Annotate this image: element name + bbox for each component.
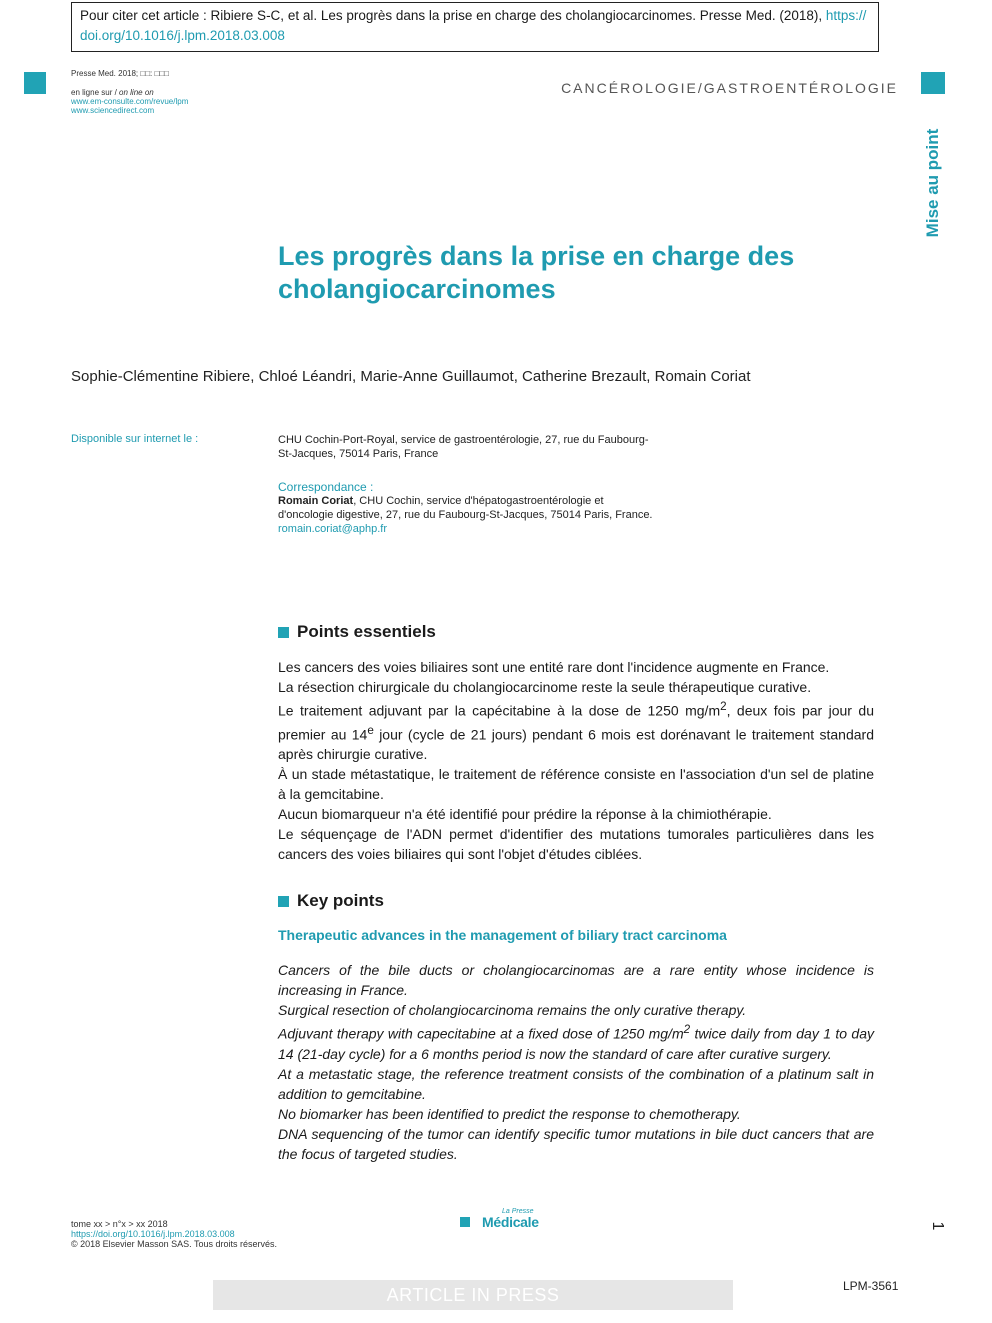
point-fr-3a: Le traitement adjuvant par la capécitabine à la dose de 1250 mg/m — [278, 702, 721, 719]
footer-info — [71, 1219, 277, 1249]
citation-text: Pour citer cet article : Ribiere S-C, et al. Les progrès dans la prise en charge des cholangiocarcinomes. Presse Med. (2018), — [80, 8, 826, 23]
point-fr-5: Aucun biomarqueur n'a été identifié pour prédire la réponse à la chimiothérapie. — [278, 806, 772, 823]
logo-square-icon — [460, 1217, 470, 1227]
article-title: Les progrès dans la prise en charge des cholangiocarcinomes — [278, 241, 795, 304]
points-essentiels-title: Points essentiels — [297, 622, 436, 641]
lpm-code: LPM-3561 — [843, 1279, 899, 1293]
journal-reference: Presse Med. 2018; □□: □□□ — [71, 69, 169, 78]
corner-marker-right — [921, 72, 945, 94]
vertical-label — [921, 118, 945, 248]
key-points-body — [278, 960, 874, 1164]
citation-doi-link-1[interactable]: https:// — [825, 8, 867, 23]
point-en-3b: twice daily from day 1 to day 14 (21-day cycle) for a 6 months period is now the standard of care after curative surgery. — [278, 1025, 874, 1062]
page-number-text: 1 — [929, 1221, 946, 1231]
citation-box — [71, 2, 879, 52]
point-en-3-sup: 2 — [683, 1023, 691, 1036]
point-en-3 — [278, 1020, 874, 1064]
correspondence-email[interactable]: romain.coriat@aphp.fr — [278, 523, 387, 535]
affiliation: CHU Cochin-Port-Royal, service de gastroentérologie, 27, rue du Faubourg-St-Jacques, 75014 Paris, France — [278, 434, 649, 460]
online-availability — [71, 88, 188, 115]
point-fr-2: La résection chirurgicale du cholangiocarcinome reste la seule thérapeutique curative. — [278, 679, 812, 695]
point-fr-3 — [278, 697, 874, 764]
section-label: CANCÉROLOGIE/GASTROENTÉROLOGIE — [561, 80, 898, 96]
correspondence-label: Correspondance : — [278, 480, 374, 494]
author-list: Sophie-Clémentine Ribiere, Chloé Léandri, Marie-Anne Guillaumot, Catherine Brezault, Romain Coriat — [71, 368, 751, 385]
online-italic: on line on — [119, 88, 154, 97]
online-prefix: en ligne sur / — [71, 88, 120, 97]
point-en-1: Cancers of the bile ducts or cholangiocarcinomas are a rare entity whose incidence is increasing in France. — [278, 962, 874, 998]
point-fr-3b: , deux fois par jour du premier au 14 — [278, 702, 874, 743]
journal-logo — [460, 1208, 539, 1229]
url-em-consulte[interactable]: www.em-consulte.com/revue/lpm — [71, 97, 189, 106]
point-fr-6: Le séquençage de l'ADN permet d'identifier des mutations tumorales particulières dans les cancers des voies biliaires qui sont l'objet d'études ciblées. — [278, 826, 874, 863]
points-essentiels-body — [278, 657, 874, 864]
key-points-heading — [278, 891, 384, 911]
citation-doi-link-2[interactable]: doi.org/10.1016/j.lpm.2018.03.008 — [80, 28, 285, 43]
footer-copyright: © 2018 Elsevier Masson SAS. Tous droits réservés. — [71, 1239, 278, 1249]
logo-big-text: Médicale — [482, 1214, 539, 1230]
footer-doi[interactable]: https://doi.org/10.1016/j.lpm.2018.03.008 — [71, 1229, 235, 1239]
point-en-6: DNA sequencing of the tumor can identify specific tumor mutations in bile duct cancers that are the focus of targeted studies. — [278, 1125, 874, 1162]
point-fr-4: À un stade métastatique, le traitement de référence consiste en l'association d'un sel de platine à la gemcitabine. — [278, 766, 874, 803]
correspondence-name: Romain Coriat — [278, 495, 354, 507]
point-fr-3-sup1: 2 — [720, 700, 727, 713]
footer-tome: tome xx > n°x > xx 2018 — [71, 1219, 168, 1229]
key-points-subtitle: Therapeutic advances in the management of biliary tract carcinoma — [278, 927, 727, 943]
points-essentiels-heading — [278, 622, 436, 642]
correspondence-address: , CHU Cochin, service d'hépatogastroentérologie et d'oncologie digestive, 27, rue du Faubourg-St-Jacques, 75014 Paris, France. — [278, 495, 653, 521]
vertical-label-text: Mise au point — [923, 128, 942, 238]
point-fr-3c: jour (cycle de 21 jours) pendant 6 mois est dorénavant le traitement standard après chirurgie curative. — [278, 726, 874, 763]
article-in-press-banner: ARTICLE IN PRESS — [213, 1280, 733, 1310]
url-sciencedirect[interactable]: www.sciencedirect.com — [71, 106, 155, 115]
key-points-title: Key points — [297, 891, 384, 910]
logo-small-text: La Presse — [502, 1208, 534, 1215]
point-en-5: No biomarker has been identified to predict the response to chemotherapy. — [278, 1105, 741, 1122]
point-en-3a: Adjuvant therapy with capecitabine at a fixed dose of 1250 mg/m — [278, 1025, 684, 1042]
corner-marker-left — [24, 72, 46, 94]
point-fr-3-sup2: e — [367, 723, 374, 737]
heading-bullet-icon — [278, 896, 289, 907]
point-en-4: At a metastatic stage, the reference treatment consists of the combination of a platinum salt in addition to gemcitabine. — [278, 1065, 874, 1102]
heading-bullet-icon — [278, 627, 289, 638]
correspondence-block — [278, 494, 658, 536]
point-fr-1: Les cancers des voies biliaires sont une entité rare dont l'incidence augmente en France. — [278, 659, 830, 675]
available-online-label: Disponible sur internet le : — [71, 433, 199, 445]
point-en-2: Surgical resection of cholangiocarcinoma remains the only curative therapy. — [278, 1002, 747, 1018]
page-number — [922, 1216, 952, 1236]
